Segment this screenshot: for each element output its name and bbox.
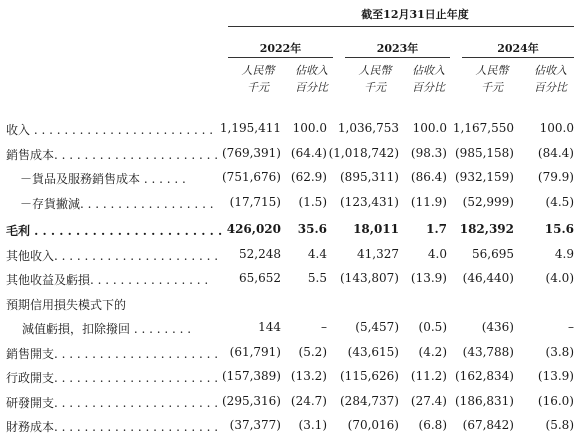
amount-cell: 56,695 xyxy=(472,247,514,261)
percent-cell: 100.0 xyxy=(412,121,447,135)
unit-amount-line1: 人民幣 xyxy=(475,64,509,77)
amount-cell: 426,020 xyxy=(226,222,281,236)
year-rule-2023 xyxy=(345,57,450,58)
percent-cell: 4.0 xyxy=(427,247,447,261)
amount-cell: (43,615) xyxy=(347,345,399,359)
amount-cell: (37,377) xyxy=(229,418,281,432)
unit-pct-2024 xyxy=(527,62,574,96)
unit-pct-line2: 百分比 xyxy=(295,81,328,94)
amount-cell: (17,715) xyxy=(229,195,281,209)
amount-cell: (123,431) xyxy=(340,195,399,209)
unit-pct-line2: 百分比 xyxy=(412,81,445,94)
percent-cell: (5.8) xyxy=(545,418,574,432)
amount-cell: (295,316) xyxy=(222,394,281,408)
amount-cell: (751,676) xyxy=(222,170,281,184)
amount-cell: 182,392 xyxy=(459,222,514,236)
amount-cell: 1,036,753 xyxy=(337,121,399,135)
year-2023: 2023年 xyxy=(376,42,419,55)
percent-cell: 4.4 xyxy=(307,247,327,261)
unit-amount-2023 xyxy=(345,62,405,96)
row-label: 其他收入. . . . . . . . . . . . . . . . . . . . . . xyxy=(6,249,219,263)
amount-cell: (985,158) xyxy=(455,146,514,160)
amount-cell: (157,389) xyxy=(222,369,281,383)
percent-cell: (13.9) xyxy=(537,369,574,383)
amount-cell: (769,391) xyxy=(222,146,281,160)
row-label: 銷售開支. . . . . . . . . . . . . . . . . . . . . . xyxy=(6,347,219,361)
amount-cell: (186,831) xyxy=(455,394,514,408)
percent-cell: (4.5) xyxy=(545,195,574,209)
percent-cell: (62.9) xyxy=(290,170,327,184)
amount-cell: 18,011 xyxy=(353,222,399,236)
percent-cell: (5.2) xyxy=(298,345,327,359)
unit-pct-line2: 百分比 xyxy=(534,81,567,94)
percent-cell: 5.5 xyxy=(307,271,327,285)
row-label: －存貨撇減. . . . . . . . . . . . . . . . . . xyxy=(20,197,214,211)
unit-amount-line2: 千元 xyxy=(364,81,386,94)
unit-pct-line1: 佔收入 xyxy=(412,64,445,77)
amount-cell: (284,737) xyxy=(340,394,399,408)
amount-cell: 144 xyxy=(258,320,281,334)
row-label: 研發開支. . . . . . . . . . . . . . . . . . . . . . xyxy=(6,396,219,410)
percent-cell: (79.9) xyxy=(537,170,574,184)
amount-cell: (932,159) xyxy=(455,170,514,184)
percent-cell: (11.2) xyxy=(410,369,447,383)
amount-cell: (115,626) xyxy=(340,369,399,383)
amount-cell: (43,788) xyxy=(462,345,514,359)
percent-cell: (16.0) xyxy=(537,394,574,408)
percent-cell: 4.9 xyxy=(554,247,574,261)
percent-cell: – xyxy=(321,320,327,334)
year-2022: 2022年 xyxy=(259,42,302,55)
percent-cell: (98.3) xyxy=(410,146,447,160)
amount-cell: (70,016) xyxy=(347,418,399,432)
row-label: 收入 . . . . . . . . . . . . . . . . . . . . . . . . xyxy=(6,123,214,137)
amount-cell: (61,791) xyxy=(229,345,281,359)
amount-cell: 1,167,550 xyxy=(452,121,514,135)
percent-cell: (64.4) xyxy=(290,146,327,160)
row-label: 其他收益及虧損. . . . . . . . . . . . . . . . xyxy=(6,273,209,287)
unit-amount-2022 xyxy=(228,62,288,96)
unit-amount-line2: 千元 xyxy=(247,81,269,94)
unit-pct-line1: 佔收入 xyxy=(534,64,567,77)
period-rule xyxy=(228,26,574,27)
unit-amount-2024 xyxy=(462,62,522,96)
period-heading: 截至12月31日止年度 xyxy=(361,8,469,21)
percent-cell: (86.4) xyxy=(410,170,447,184)
amount-cell: (46,440) xyxy=(462,271,514,285)
percent-cell: (84.4) xyxy=(537,146,574,160)
percent-cell: (4.2) xyxy=(418,345,447,359)
row-label: 減值虧損，扣除撥回 . . . . . . . . xyxy=(22,322,192,336)
amount-cell: (52,999) xyxy=(462,195,514,209)
percent-cell: (6.8) xyxy=(418,418,447,432)
unit-amount-line1: 人民幣 xyxy=(241,64,275,77)
percent-cell: (3.8) xyxy=(545,345,574,359)
percent-cell: (3.1) xyxy=(298,418,327,432)
percent-cell: (4.0) xyxy=(545,271,574,285)
year-rule-2022 xyxy=(228,57,333,58)
year-2024: 2024年 xyxy=(497,42,539,55)
amount-cell: (67,842) xyxy=(462,418,514,432)
percent-cell: (27.4) xyxy=(410,394,447,408)
row-label: 預期信用損失模式下的 xyxy=(6,298,127,312)
percent-cell: 100.0 xyxy=(292,121,327,135)
row-label: 行政開支. . . . . . . . . . . . . . . . . . . . . . xyxy=(6,371,219,385)
amount-cell: (436) xyxy=(481,320,514,334)
amount-cell: 1,195,411 xyxy=(219,121,281,135)
amount-cell: (5,457) xyxy=(355,320,399,334)
percent-cell: 1.7 xyxy=(426,222,447,236)
percent-cell: (0.5) xyxy=(418,320,447,334)
unit-pct-2023 xyxy=(407,62,450,96)
amount-cell: (1,018,742) xyxy=(328,146,399,160)
amount-cell: 41,327 xyxy=(357,247,399,261)
percent-cell: 15.6 xyxy=(544,222,574,236)
amount-cell: (162,834) xyxy=(455,369,514,383)
amount-cell: (895,311) xyxy=(340,170,399,184)
percent-cell: (13.9) xyxy=(410,271,447,285)
percent-cell: (24.7) xyxy=(290,394,327,408)
amount-cell: 65,652 xyxy=(239,271,281,285)
amount-cell: (143,807) xyxy=(340,271,399,285)
percent-cell: (1.5) xyxy=(298,195,327,209)
row-label: 毛利 . . . . . . . . . . . . . . . . . . . . . . . xyxy=(6,224,223,238)
year-rule-2024 xyxy=(462,57,574,58)
row-label: －貨品及服務銷售成本 . . . . . . xyxy=(20,172,186,186)
row-label: 財務成本. . . . . . . . . . . . . . . . . . . . . . xyxy=(6,420,219,434)
unit-amount-line2: 千元 xyxy=(481,81,503,94)
unit-pct-2022 xyxy=(290,62,333,96)
percent-cell: 35.6 xyxy=(297,222,327,236)
percent-cell: (13.2) xyxy=(290,369,327,383)
amount-cell: 52,248 xyxy=(239,247,281,261)
percent-cell: (11.9) xyxy=(410,195,447,209)
percent-cell: – xyxy=(568,320,574,334)
row-label: 銷售成本. . . . . . . . . . . . . . . . . . . . . . xyxy=(6,148,219,162)
percent-cell: 100.0 xyxy=(539,121,574,135)
unit-pct-line1: 佔收入 xyxy=(295,64,328,77)
unit-amount-line1: 人民幣 xyxy=(358,64,392,77)
